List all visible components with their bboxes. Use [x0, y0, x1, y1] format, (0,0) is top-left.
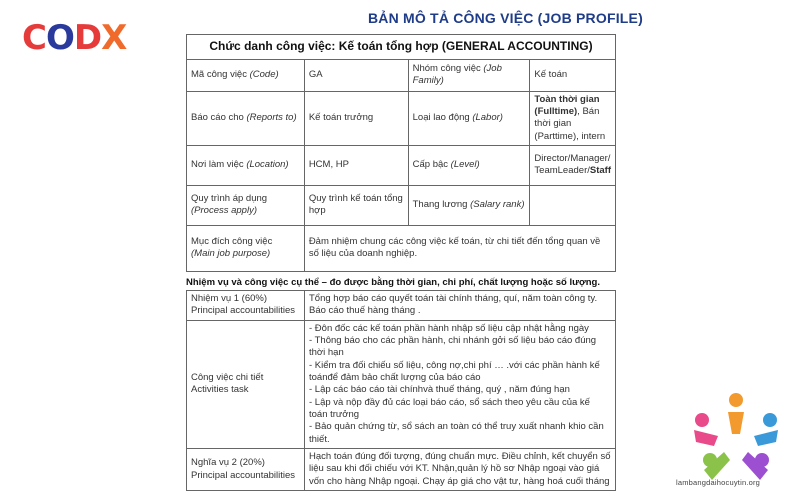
purpose-label: Mục đích công việc (Main job purpose) — [187, 225, 305, 271]
job-profile-table — [186, 34, 616, 272]
codx-logo — [22, 18, 127, 58]
process-value: Quy trình kế toán tổng hợp — [304, 185, 408, 225]
duties-table — [186, 290, 616, 491]
duty-label: Nhiệm vụ 1 (60%) Principal accountabilities — [187, 291, 305, 321]
watermark-logo — [688, 390, 784, 490]
watermark-text: lambangdaihocuytin.org — [676, 478, 761, 487]
logo-text: CODX — [22, 18, 127, 58]
salary-value — [530, 185, 616, 225]
code-label: Mã công việc (Code) — [187, 59, 305, 91]
duty-description: - Đôn đốc các kế toán phần hành nhập số liệu cập nhật hằng ngày - Thông báo cho các phần hành, chi nhánh gởi số liệu báo cáo đúng thời hạn - Kiểm tra đối chiếu số liệu, công nợ,chi phí … .với các phần hành kế toánđể đảm bảo chất lượng của báo cáo - Lập các báo cáo tài chínhvà thuế tháng, quý , năm đúng hạn - Lập và nộp đầy đủ các loại báo cáo, sổ sách theo yêu cầu của kế toán trưởng - Bảo quản chứng từ, sổ sách an toàn có thể truy xuất nhanh khio cần thiết. — [305, 320, 616, 448]
duties-section-title: Nhiệm vụ và công việc cụ thể – đo được bằng thời gian, chi phí, chất lượng hoặc số lượng. — [186, 277, 600, 288]
location-label: Nơi làm việc (Location) — [187, 145, 305, 185]
reports-value: Kế toán trưởng — [304, 91, 408, 145]
labor-value: Toàn thời gian (Fulltime), Bán thời gian (Parttime), intern — [530, 91, 616, 145]
process-label: Quy trình áp dụng (Process apply) — [187, 185, 305, 225]
code-value: GA — [304, 59, 408, 91]
purpose-value: Đảm nhiệm chung các công việc kế toán, từ chi tiết đến tổng quan về số liệu của doanh nghiệp. — [304, 225, 615, 271]
duty-description: Hạch toán đúng đối tượng, đúng chuẩn mực. Điều chỉnh, kết chuyển số liệu sau khi đối chiếu với KT. Nhận,quản lý hồ sơ Nhập ngoại vào giá vốn cho hàng Nhập ngoại. Chạy áp giá cho vật tư, hàng hoá cuối tháng — [305, 449, 616, 491]
document-title: BẢN MÔ TẢ CÔNG VIỆC (JOB PROFILE) — [368, 10, 643, 26]
level-label: Cấp bậc (Level) — [408, 145, 530, 185]
reports-label: Báo cáo cho (Reports to) — [187, 91, 305, 145]
family-label: Nhóm công việc (Job Family) — [408, 59, 530, 91]
family-value: Kế toán — [530, 59, 616, 91]
salary-label: Thang lương (Salary rank) — [408, 185, 530, 225]
duty-label: Nghĩa vụ 2 (20%) Principal accountabilities — [187, 449, 305, 491]
duty-description: Tổng hợp báo cáo quyết toán tài chính tháng, quí, năm toàn công ty. Báo cáo thuế hàng tháng . — [305, 291, 616, 321]
level-value: Director/Manager/ TeamLeader/Staff — [530, 145, 616, 185]
position-title: Chức danh công việc: Kế toán tổng hợp (GENERAL ACCOUNTING) — [187, 35, 616, 60]
figures-icon — [694, 393, 778, 480]
duty-label: Công việc chi tiết Activities task — [187, 320, 305, 448]
location-value: HCM, HP — [304, 145, 408, 185]
labor-label: Loại lao động (Labor) — [408, 91, 530, 145]
